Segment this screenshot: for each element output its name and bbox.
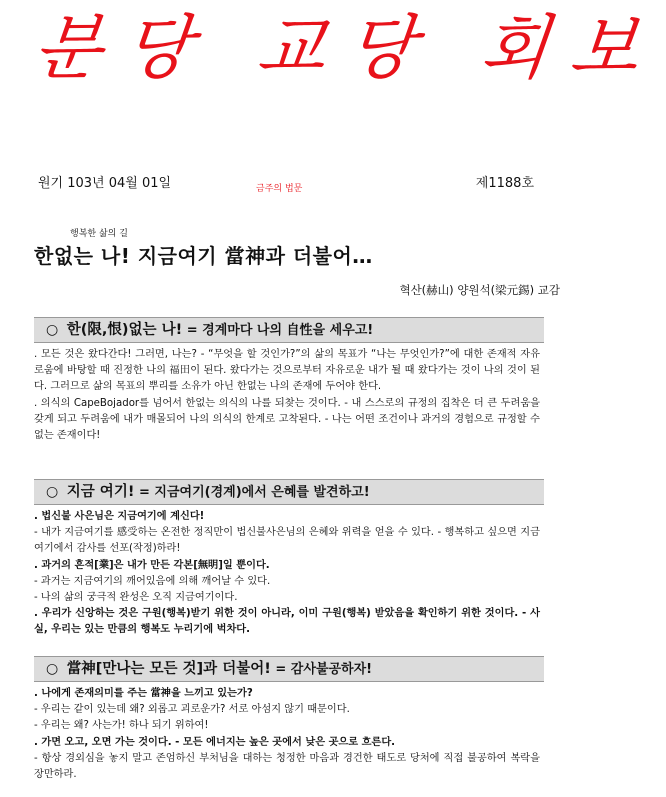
dateline: 원기 103년 04월 01일: [38, 176, 172, 191]
section-2-subtitle: = 지금여기(경계)에서 은혜를 발견하고!: [138, 485, 370, 500]
paragraph: - 우리는 왜? 사는가! 하나 되기 위하여!: [34, 720, 209, 732]
paragraph: - 우리는 같이 있는데 왜? 외롭고 괴로운가? 서로 아섬지 않기 때문이다.: [34, 704, 350, 716]
section-2-body: [34, 509, 544, 639]
paragraph: - 나의 삶의 궁극적 완성은 오직 지금여기이다.: [34, 592, 238, 604]
paragraph: . 의식의 CapeBojador를 넘어서 한없는 의식의 나를 되찾는 것이다. - 내 스스로의 규정의 집착은 더 큰 두려움을 갖게 되고 두려움에 내가 매몰되어 나의 의식의 한계로 고착된다. - 나는 어떤 조건이나 과거의 경험으로 규정할 수 없는 존재이다!: [34, 397, 540, 442]
paragraph: . 나에게 존재의미를 주는 當神을 느끼고 있는가?: [34, 688, 253, 699]
section-3-body: [34, 686, 544, 783]
paragraph: . 법신불 사은님은 지금여기에 계신다!: [34, 511, 205, 522]
section-2-header: [34, 479, 544, 505]
paragraph: . 가면 오고, 오면 가는 것이다. - 모든 에너지는 높은 곳에서 낮은 곳으로 흐른다.: [34, 736, 396, 748]
circle-marker: ○: [46, 322, 59, 338]
circle-marker: ○: [46, 661, 59, 677]
section-1-header: [34, 317, 544, 343]
paragraph: - 항상 경외심을 놓지 말고 존엄하신 부처님을 대하는 청정한 마음과 경건한 태도로 당처에 직접 불공하여 복락을 장만하라.: [34, 752, 540, 781]
section-3-title: 當神[만나는 모든 것]과 더불어!: [66, 661, 271, 677]
masthead-title: 분당 교당 회보: [29, 7, 665, 89]
section-1: [34, 317, 544, 444]
section-1-subtitle: = 경계마다 나의 自性을 세우고!: [186, 323, 374, 338]
paragraph: - 내가 지금여기를 感受하는 온전한 정직만이 법신불사은님의 은혜와 위력을 얻을 수 있다. - 행복하고 싶으면 지금여기에서 감사를 선포(작정)하라!: [34, 527, 540, 555]
section-2: [34, 479, 544, 639]
kicker: 행복한 삶의 길: [70, 229, 128, 239]
author-line: 혁산(赫山) 양원석(梁元錫) 교감: [399, 283, 560, 297]
paragraph: . 과거의 흔적[業]은 내가 만든 각본[無明]일 뿐이다.: [34, 559, 270, 571]
section-3-subtitle: = 감사불공하자!: [275, 662, 373, 677]
issue-number: 제1188호: [475, 176, 534, 191]
section-3-header: [34, 656, 544, 682]
section-1-body: [34, 347, 544, 444]
paragraph: . 우리가 신앙하는 것은 구원(행복)받기 위한 것이 아니라, 이미 구원(행복) 받았음을 확인하기 위한 것이다. - 사실, 우리는 있는 만큼의 행복도 누리기에 벅차다.: [34, 608, 540, 636]
paragraph: - 과거는 지금여기의 깨어있음에 의해 깨어날 수 있다.: [34, 575, 271, 587]
section-3: [34, 656, 544, 783]
headline: 한없는 나! 지금여기 當神과 더불어…: [34, 244, 373, 268]
circle-marker: ○: [46, 484, 59, 500]
section-1-title: 한(限,恨)없는 나!: [66, 322, 183, 338]
column-label: 금주의 법문: [256, 184, 303, 194]
section-2-title: 지금 여기!: [66, 484, 135, 500]
paragraph: . 모든 것은 왔다간다! 그러면, 나는? - “무엇을 할 것인가?”의 삶의 목표가 “나는 무엇인가?”에 대한 존재적 자유로움에 바탕할 때 진정한 나의 福田이 된다. 왔다가는 것으로부터 자유로운 내가 될 때 왔다가는 것이 나의 것이 된다. 그러므로 삶의 목표의 뿌리를 소유가 아닌 한없는 나의 존재에 두어야 한다.: [34, 349, 540, 393]
